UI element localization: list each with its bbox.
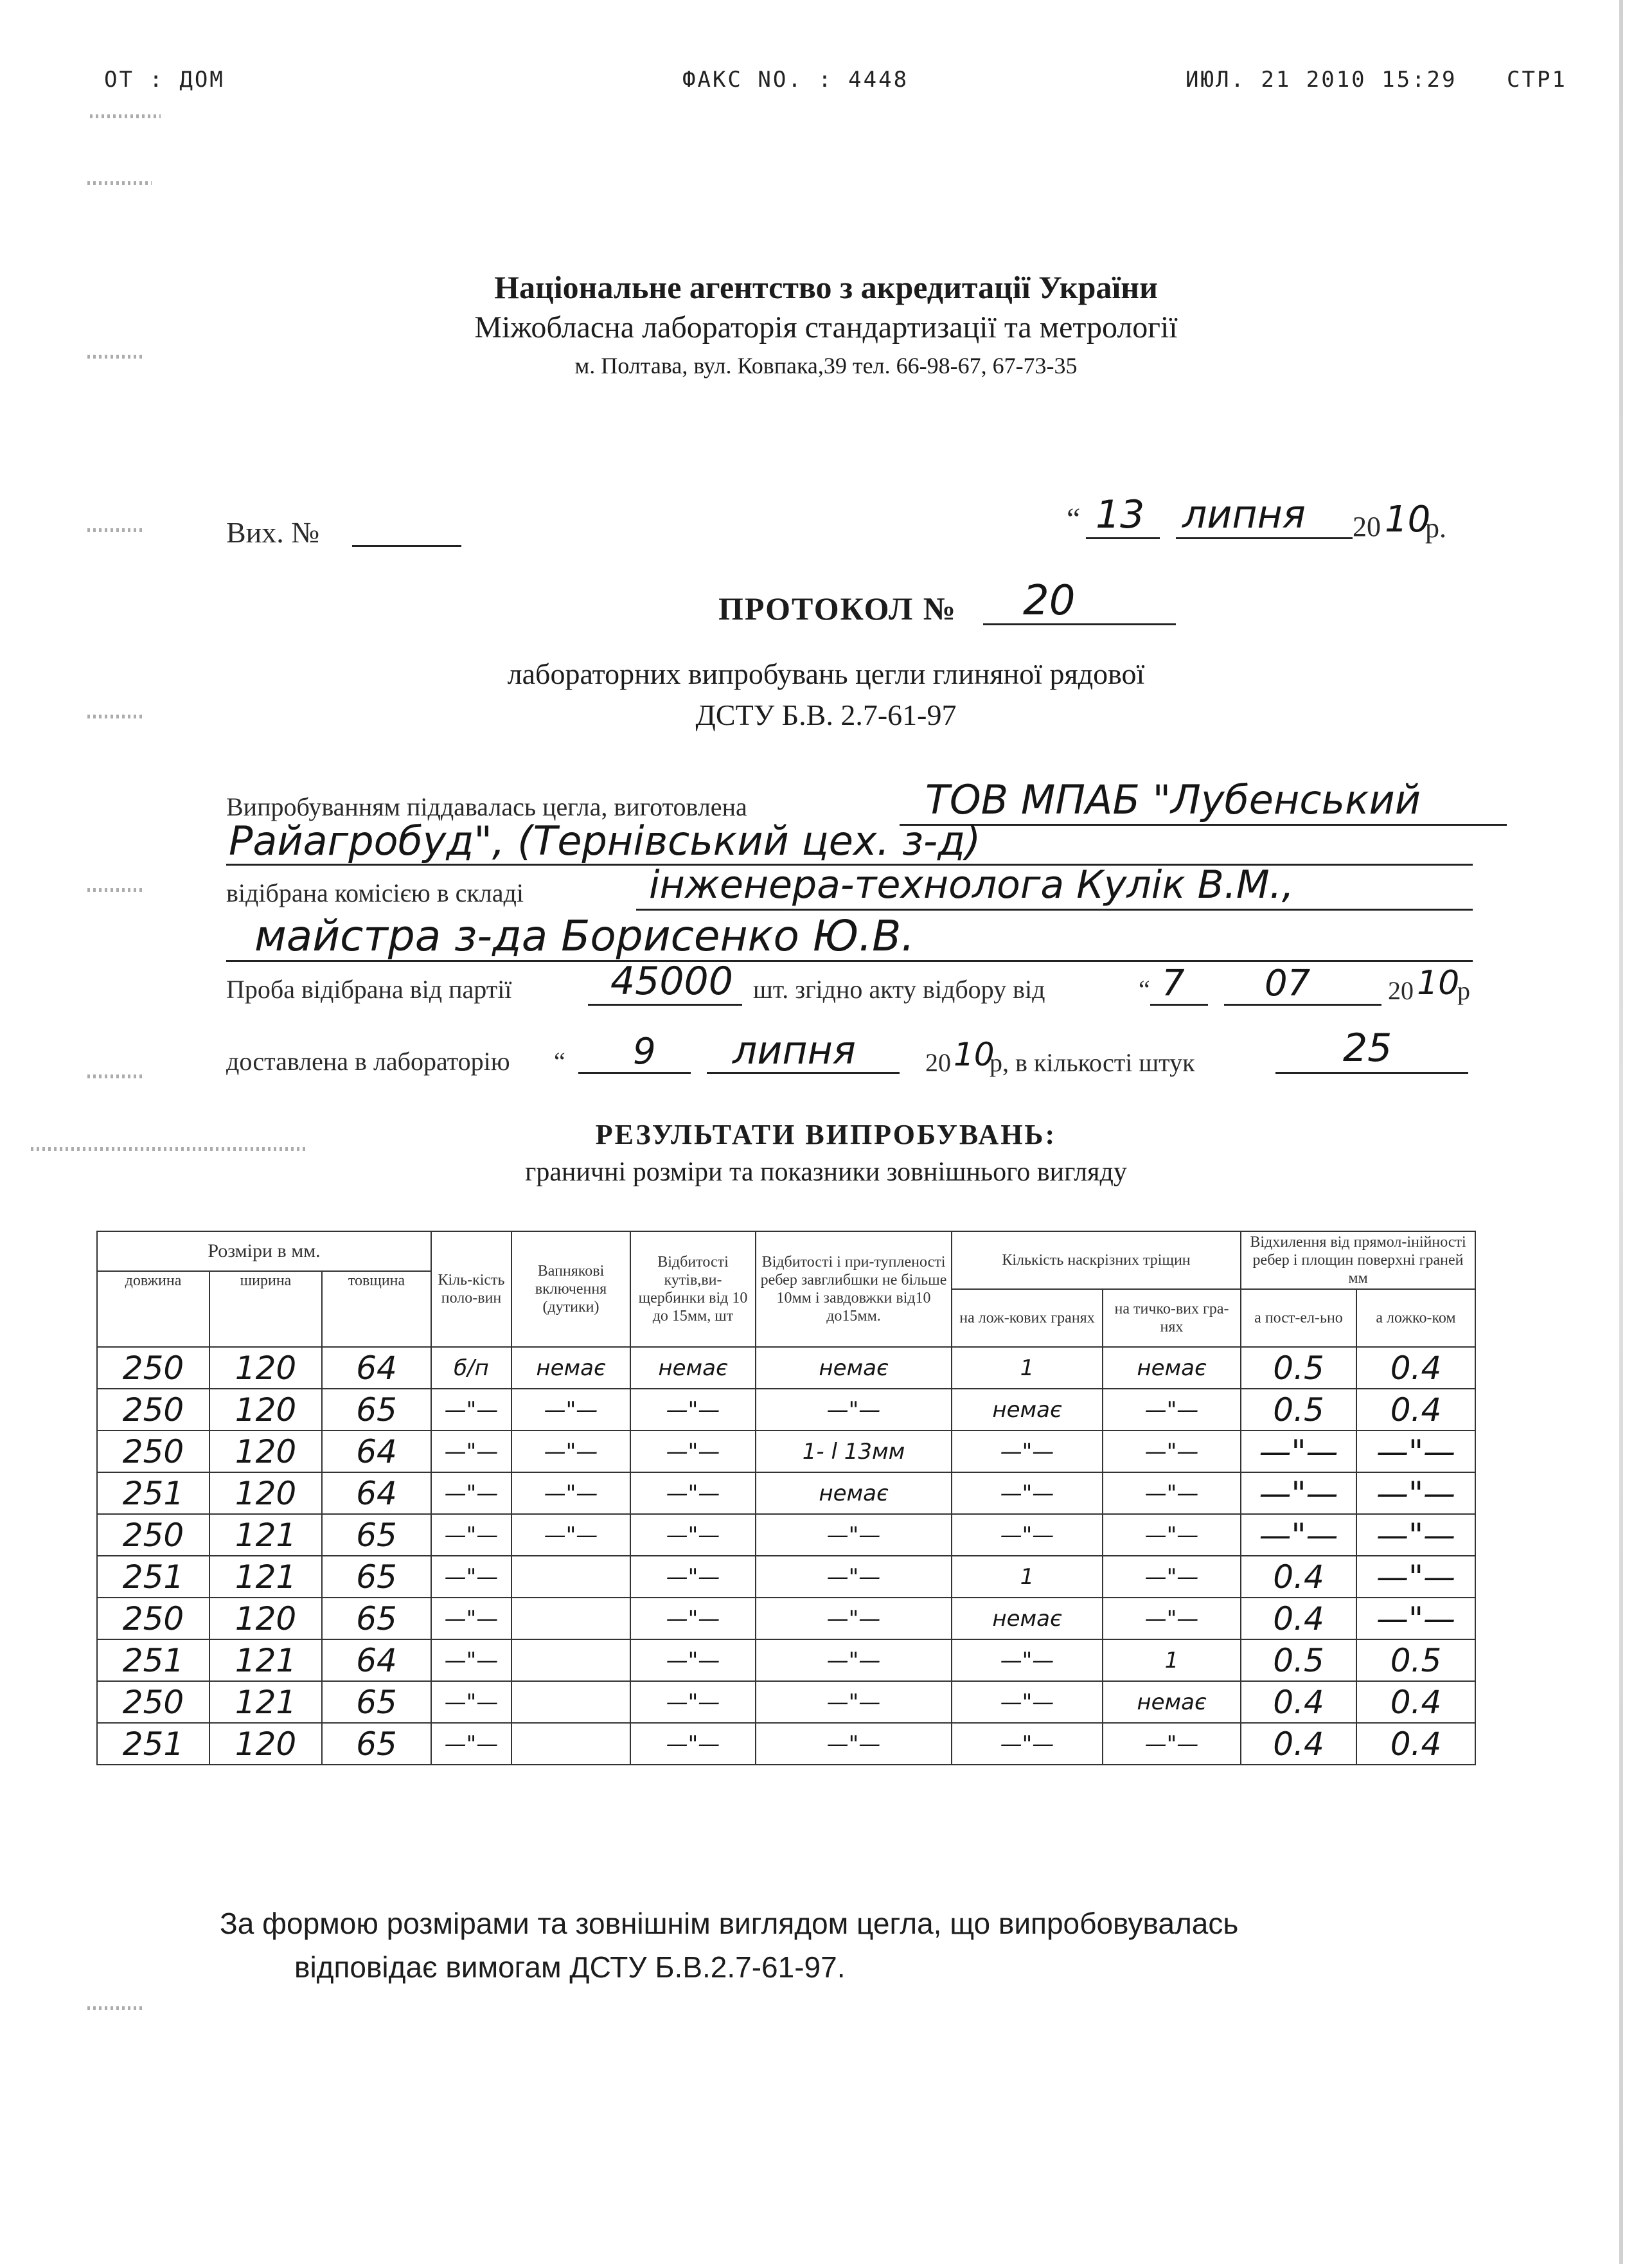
- cell-length: 250: [97, 1514, 209, 1556]
- cell-dev-end: 0.4: [1356, 1723, 1475, 1765]
- act-year-suffix: 10: [1417, 964, 1460, 1003]
- cell-cracks-end: 1: [1103, 1639, 1241, 1681]
- results-table-body: [97, 1347, 1475, 1765]
- cell-cracks-end: немає: [1103, 1347, 1241, 1389]
- cell-width: 120: [209, 1389, 322, 1431]
- cell-dev-end: —"—: [1356, 1556, 1475, 1598]
- cell-length: 251: [97, 1639, 209, 1681]
- results-subtitle: граничні розміри та показники зовнішнього вигляду: [525, 1157, 1127, 1187]
- act-month-line: [1224, 1004, 1381, 1006]
- act-quote: “: [1139, 975, 1150, 1004]
- cell-lime: [511, 1639, 630, 1681]
- commission-value-2: майстра з-да Борисенко Ю.В.: [254, 911, 915, 961]
- cell-cracks-end: —"—: [1103, 1723, 1241, 1765]
- protocol-title: ПРОТОКОЛ №: [718, 591, 957, 627]
- delivered-year-suffix: 10: [954, 1036, 995, 1073]
- cell-cracks-end: немає: [1103, 1681, 1241, 1723]
- header-cracks-bed: на лож-кових гранях: [952, 1289, 1103, 1347]
- cell-dev-end: 0.4: [1356, 1389, 1475, 1431]
- cell-dev-end: —"—: [1356, 1431, 1475, 1472]
- cell-chips-corners: —"—: [630, 1681, 756, 1723]
- header-sizes: Розміри в мм.: [97, 1231, 431, 1271]
- date-month: липня: [1182, 492, 1306, 537]
- cell-dev-bed: 0.4: [1241, 1598, 1356, 1639]
- table-row: [97, 1723, 1475, 1765]
- date-quote: “: [1067, 502, 1081, 536]
- fax-page: СТР1: [1507, 67, 1567, 93]
- cell-chips-corners: —"—: [630, 1639, 756, 1681]
- cell-chips-ribs: немає: [756, 1347, 952, 1389]
- cell-dev-end: —"—: [1356, 1472, 1475, 1514]
- batch-qty-line: [588, 1004, 742, 1006]
- cell-broken: —"—: [431, 1431, 511, 1472]
- cell-thickness: 64: [322, 1431, 431, 1472]
- conclusion-line-2: відповідає вимогам ДСТУ Б.В.2.7-61-97.: [294, 1950, 846, 1984]
- act-day: 7: [1162, 963, 1185, 1004]
- header-chips-corners: Відбитості кутів,ви-щербинки від 10 до 15мм, шт: [630, 1231, 756, 1347]
- cell-thickness: 65: [322, 1389, 431, 1431]
- batch-qty: 45000: [610, 959, 733, 1004]
- header-chips-ribs: Відбитості і при-тупленості ребер завглибшки не більше 10мм і завдовжки від10 до15мм.: [756, 1231, 952, 1347]
- out-number-label: Вих. №: [226, 516, 320, 549]
- scan-noise: [87, 181, 152, 185]
- protocol-number-line: [983, 623, 1176, 625]
- scan-noise: [87, 528, 145, 532]
- cell-chips-corners: —"—: [630, 1514, 756, 1556]
- date-year-prefix: 20: [1353, 511, 1381, 542]
- cell-dev-bed: 0.5: [1241, 1639, 1356, 1681]
- delivered-label: доставлена в лабораторію: [226, 1047, 510, 1076]
- table-row: [97, 1598, 1475, 1639]
- table-row: [97, 1556, 1475, 1598]
- cell-dev-end: —"—: [1356, 1514, 1475, 1556]
- cell-lime: —"—: [511, 1389, 630, 1431]
- cell-cracks-end: —"—: [1103, 1598, 1241, 1639]
- manufacturer-value-2: Райагробуд", (Тернівський цех. з-д): [229, 817, 981, 864]
- cell-chips-corners: —"—: [630, 1472, 756, 1514]
- agency-title: Національне агентство з акредитації України: [494, 269, 1158, 305]
- scan-noise: [87, 2006, 145, 2010]
- cell-thickness: 64: [322, 1639, 431, 1681]
- cell-length: 250: [97, 1389, 209, 1431]
- date-day-line: [1086, 537, 1160, 539]
- fax-number: ФАКС NO. : 4448: [682, 67, 909, 93]
- cell-dev-bed: —"—: [1241, 1472, 1356, 1514]
- protocol-subtitle: лабораторних випробувань цегли глиняної рядової: [507, 657, 1145, 690]
- cell-length: 250: [97, 1347, 209, 1389]
- cell-dev-end: 0.4: [1356, 1347, 1475, 1389]
- cell-lime: —"—: [511, 1431, 630, 1472]
- cell-cracks-end: —"—: [1103, 1472, 1241, 1514]
- scan-noise: [87, 1074, 145, 1078]
- delivered-quote: “: [554, 1047, 565, 1076]
- cell-cracks-bed: —"—: [952, 1472, 1103, 1514]
- header-thickness: товщина: [322, 1271, 431, 1347]
- cell-thickness: 65: [322, 1598, 431, 1639]
- table-row: [97, 1389, 1475, 1431]
- fax-datetime: ИЮЛ. 21 2010 15:29: [1186, 67, 1457, 93]
- cell-cracks-bed: 1: [952, 1556, 1103, 1598]
- conclusion-line-1: За формою розмірами та зовнішнім виглядом цегла, що випробовувалась: [220, 1907, 1239, 1940]
- cell-broken: —"—: [431, 1556, 511, 1598]
- cell-dev-bed: 0.4: [1241, 1556, 1356, 1598]
- cell-lime: [511, 1598, 630, 1639]
- cell-chips-ribs: —"—: [756, 1598, 952, 1639]
- cell-broken: —"—: [431, 1639, 511, 1681]
- cell-length: 251: [97, 1723, 209, 1765]
- cell-cracks-bed: —"—: [952, 1514, 1103, 1556]
- cell-cracks-bed: —"—: [952, 1639, 1103, 1681]
- cell-cracks-end: —"—: [1103, 1389, 1241, 1431]
- cell-broken: —"—: [431, 1681, 511, 1723]
- cell-dev-bed: 0.5: [1241, 1389, 1356, 1431]
- cell-width: 120: [209, 1431, 322, 1472]
- cell-cracks-end: —"—: [1103, 1431, 1241, 1472]
- fax-from: ОТ : ДОМ: [104, 67, 225, 93]
- cell-length: 250: [97, 1598, 209, 1639]
- commission-line-1: [636, 909, 1473, 911]
- cell-width: 120: [209, 1598, 322, 1639]
- cell-chips-corners: —"—: [630, 1431, 756, 1472]
- out-number-line: [352, 545, 461, 547]
- header-deviation: Відхилення від прямол-інійності ребер і площин поверхні граней мм: [1241, 1231, 1475, 1289]
- scan-noise: [87, 888, 145, 892]
- cell-cracks-bed: 1: [952, 1347, 1103, 1389]
- table-row: [97, 1514, 1475, 1556]
- cell-lime: —"—: [511, 1472, 630, 1514]
- cell-width: 120: [209, 1472, 322, 1514]
- cell-chips-ribs: —"—: [756, 1556, 952, 1598]
- cell-broken: —"—: [431, 1472, 511, 1514]
- date-year-suffix: 10: [1385, 499, 1431, 540]
- cell-thickness: 64: [322, 1472, 431, 1514]
- batch-mid: шт. згідно акту відбору від: [753, 975, 1045, 1004]
- delivered-year-prefix: 20: [925, 1048, 951, 1077]
- cell-length: 251: [97, 1472, 209, 1514]
- lab-address: м. Полтава, вул. Ковпака,39 тел. 66-98-67, 67-73-35: [574, 353, 1078, 379]
- protocol-number: 20: [1023, 577, 1076, 625]
- results-title: РЕЗУЛЬТАТИ ВИПРОБУВАНЬ:: [595, 1119, 1057, 1150]
- cell-chips-corners: —"—: [630, 1389, 756, 1431]
- delivered-day: 9: [633, 1031, 656, 1073]
- cell-width: 121: [209, 1514, 322, 1556]
- cell-cracks-bed: —"—: [952, 1681, 1103, 1723]
- act-day-line: [1150, 1004, 1208, 1006]
- act-month: 07: [1265, 963, 1311, 1004]
- commission-value-1: інженера-технолога Кулік В.М.,: [649, 862, 1294, 907]
- cell-dev-bed: —"—: [1241, 1431, 1356, 1472]
- scan-noise: [90, 114, 161, 118]
- delivered-count-line: [1275, 1072, 1468, 1074]
- cell-broken: —"—: [431, 1598, 511, 1639]
- cell-lime: —"—: [511, 1514, 630, 1556]
- cell-cracks-end: —"—: [1103, 1556, 1241, 1598]
- header-length: довжина: [97, 1271, 209, 1347]
- table-row: [97, 1347, 1475, 1389]
- act-r: р: [1457, 976, 1470, 1005]
- cell-width: 121: [209, 1639, 322, 1681]
- cell-broken: —"—: [431, 1389, 511, 1431]
- date-r: р.: [1425, 512, 1446, 544]
- date-month-line: [1176, 537, 1353, 539]
- cell-chips-corners: —"—: [630, 1598, 756, 1639]
- cell-lime: [511, 1556, 630, 1598]
- cell-cracks-bed: —"—: [952, 1723, 1103, 1765]
- cell-width: 121: [209, 1681, 322, 1723]
- cell-thickness: 65: [322, 1681, 431, 1723]
- cell-dev-end: —"—: [1356, 1598, 1475, 1639]
- cell-cracks-end: —"—: [1103, 1514, 1241, 1556]
- cell-chips-ribs: 1- l 13мм: [756, 1431, 952, 1472]
- cell-cracks-bed: немає: [952, 1598, 1103, 1639]
- cell-broken: —"—: [431, 1723, 511, 1765]
- commission-line-2: [226, 960, 1473, 962]
- cell-chips-corners: —"—: [630, 1723, 756, 1765]
- header-broken: Кіль-кість поло-вин: [431, 1231, 511, 1347]
- cell-chips-ribs: —"—: [756, 1723, 952, 1765]
- manufacturer-value-1: ТОВ МПАБ "Лубенський: [925, 776, 1421, 823]
- batch-label: Проба відібрана від партії: [226, 975, 512, 1004]
- cell-width: 120: [209, 1723, 322, 1765]
- header-width: ширина: [209, 1271, 322, 1347]
- cell-dev-bed: 0.5: [1241, 1347, 1356, 1389]
- cell-broken: б/п: [431, 1347, 511, 1389]
- delivered-count: 25: [1343, 1026, 1392, 1071]
- cell-dev-end: 0.4: [1356, 1681, 1475, 1723]
- cell-lime: [511, 1723, 630, 1765]
- cell-chips-ribs: немає: [756, 1472, 952, 1514]
- header-lime: Вапнякові включення (дутики): [511, 1231, 630, 1347]
- delivered-month-line: [707, 1072, 900, 1074]
- cell-dev-bed: —"—: [1241, 1514, 1356, 1556]
- cell-lime: немає: [511, 1347, 630, 1389]
- header-cracks: Кількість наскрізних тріщин: [952, 1231, 1241, 1289]
- manufacturer-line-1: [900, 824, 1507, 826]
- lab-title: Міжобласна лабораторія стандартизації та метрології: [474, 310, 1178, 344]
- header-dev-end: а ложко-ком: [1356, 1289, 1475, 1347]
- cell-width: 121: [209, 1556, 322, 1598]
- results-table: [96, 1231, 1476, 1765]
- cell-chips-ribs: —"—: [756, 1681, 952, 1723]
- cell-length: 250: [97, 1431, 209, 1472]
- cell-length: 251: [97, 1556, 209, 1598]
- cell-thickness: 65: [322, 1514, 431, 1556]
- cell-lime: [511, 1681, 630, 1723]
- delivered-day-line: [578, 1072, 691, 1074]
- cell-thickness: 65: [322, 1556, 431, 1598]
- cell-chips-ribs: —"—: [756, 1389, 952, 1431]
- cell-dev-end: 0.5: [1356, 1639, 1475, 1681]
- cell-width: 120: [209, 1347, 322, 1389]
- cell-thickness: 65: [322, 1723, 431, 1765]
- protocol-standard: ДСТУ Б.В. 2.7-61-97: [695, 699, 957, 731]
- cell-chips-corners: —"—: [630, 1556, 756, 1598]
- manufacturer-label: Випробуванням піддавалась цегла, виготовлена: [226, 792, 747, 821]
- date-day: 13: [1096, 492, 1145, 537]
- cell-cracks-bed: —"—: [952, 1431, 1103, 1472]
- cell-length: 250: [97, 1681, 209, 1723]
- act-year-prefix: 20: [1388, 976, 1414, 1005]
- table-row: [97, 1639, 1475, 1681]
- cell-dev-bed: 0.4: [1241, 1723, 1356, 1765]
- delivered-month: липня: [733, 1028, 856, 1073]
- table-row: [97, 1472, 1475, 1514]
- cell-chips-corners: немає: [630, 1347, 756, 1389]
- table-row: [97, 1431, 1475, 1472]
- delivered-r: р, в кількості штук: [990, 1048, 1195, 1077]
- cell-thickness: 64: [322, 1347, 431, 1389]
- cell-chips-ribs: —"—: [756, 1639, 952, 1681]
- commission-label: відібрана комісією в складі: [226, 878, 524, 907]
- cell-broken: —"—: [431, 1514, 511, 1556]
- header-dev-bed: а пост-ел-ьно: [1241, 1289, 1356, 1347]
- cell-cracks-bed: немає: [952, 1389, 1103, 1431]
- cell-chips-ribs: —"—: [756, 1514, 952, 1556]
- table-row: [97, 1681, 1475, 1723]
- header-cracks-end: на тичко-вих гра-нях: [1103, 1289, 1241, 1347]
- cell-dev-bed: 0.4: [1241, 1681, 1356, 1723]
